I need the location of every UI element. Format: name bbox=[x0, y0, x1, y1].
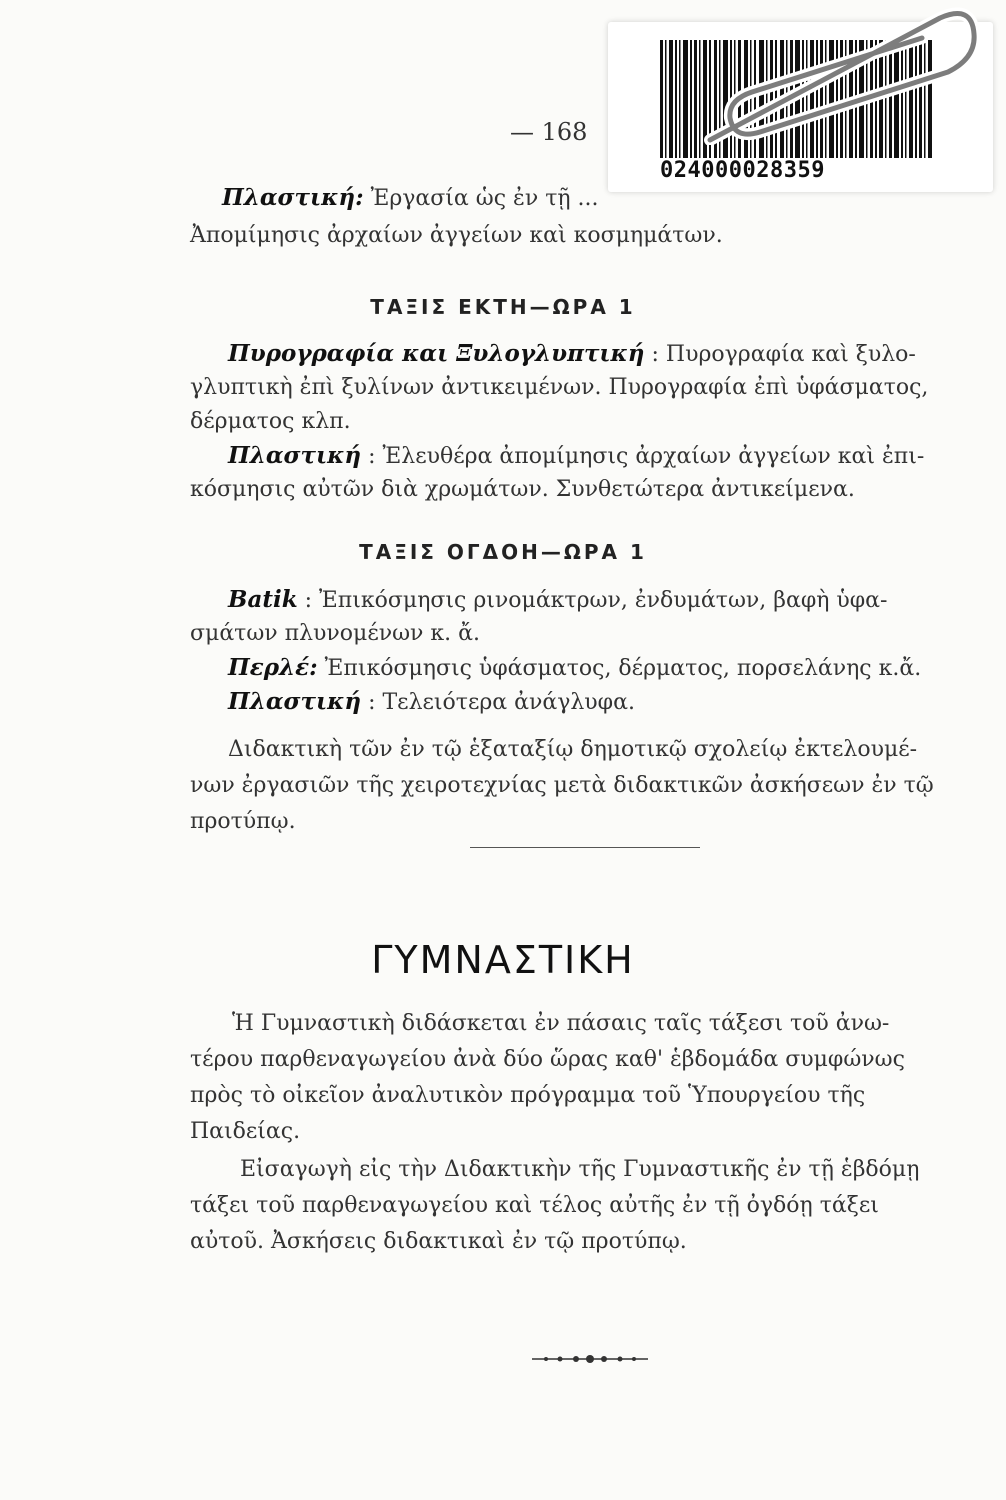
text-line: Διδακτικὴ τῶν ἐν τῷ ἑξαταξίῳ δημοτικῷ σχολείῳ ἐκτελουμέ- bbox=[228, 737, 918, 762]
text-line: Εἰσαγωγὴ εἰς τὴν Διδακτικὴν τῆς Γυμναστικῆς ἐν τῇ ἑβδόμῃ bbox=[240, 1157, 920, 1182]
term-plastiki: Πλαστική: bbox=[222, 184, 364, 211]
paragraph-plastiki-8 bbox=[228, 686, 635, 719]
text-line: : Πυρογραφία καὶ ξυλο- bbox=[644, 342, 916, 367]
paragraph-batik bbox=[228, 584, 887, 617]
text-line: γλυπτικὴ ἐπὶ ξυλίνων ἀντικειμένων. Πυρογραφία ἐπὶ ὑφάσματος, bbox=[190, 375, 929, 400]
page-title: ΓΥΜΝΑΣΤΙΚΗ bbox=[371, 938, 635, 982]
paragraph-plastiki-top bbox=[222, 182, 599, 215]
text-line: προτύπῳ. bbox=[190, 809, 296, 834]
section-heading-class-8: ΤΑΞΙΣ ΟΓΔΟΗ—ΩΡΑ 1 bbox=[359, 540, 647, 564]
page-number: — 168 bbox=[510, 118, 588, 146]
ornament-divider bbox=[530, 1352, 650, 1366]
text-line: δέρματος κλπ. bbox=[190, 409, 351, 434]
term-plastiki: Πλαστική bbox=[228, 688, 362, 715]
text-line: σμάτων πλυνομένων κ. ἄ. bbox=[190, 621, 481, 646]
text-line: : Ἐπικόσμησις ρινομάκτρων, ἐνδυμάτων, βαφὴ ὑφα- bbox=[297, 588, 888, 613]
term-pyrografia: Πυρογραφία και Ξυλογλυπτική bbox=[228, 340, 645, 367]
text-line: : Ἐλευθέρα ἀπομίμησις ἀρχαίων ἀγγείων καὶ ἐπι- bbox=[361, 444, 925, 469]
paragraph-plastiki-6 bbox=[228, 440, 924, 473]
paper-clip-icon bbox=[690, 0, 980, 145]
section-heading-class-6: ΤΑΞΙΣ ΕΚΤΗ—ΩΡΑ 1 bbox=[370, 295, 636, 319]
paragraph-perle bbox=[228, 652, 921, 685]
term-plastiki: Πλαστική bbox=[228, 442, 362, 469]
term-perle: Περλέ: bbox=[228, 654, 318, 681]
text-line: πρὸς τὸ οἰκεῖον ἀναλυτικὸν πρόγραμμα τοῦ Ὑπουργείου τῆς bbox=[190, 1083, 866, 1108]
text-line: Παιδείας. bbox=[190, 1119, 301, 1144]
text-line: νων ἐργασιῶν τῆς χειροτεχνίας μετὰ διδακτικῶν ἀσκήσεων ἐν τῷ bbox=[190, 773, 934, 798]
barcode-number: 024000028359 bbox=[660, 158, 825, 183]
paragraph-pyrografia bbox=[228, 338, 916, 371]
term-batik: Batik bbox=[228, 586, 298, 613]
text-line: αὐτοῦ. Ἀσκήσεις διδακτικαὶ ἐν τῷ προτύπῳ. bbox=[190, 1229, 687, 1254]
text-line: κόσμησις αὐτῶν διὰ χρωμάτων. Συνθετώτερα ἀντικείμενα. bbox=[190, 477, 855, 502]
text-line: Ἐπικόσμησις ὑφάσματος, δέρματος, πορσελάνης κ.ἄ. bbox=[317, 656, 922, 681]
divider bbox=[470, 847, 700, 848]
text-line: τάξει τοῦ παρθεναγωγείου καὶ τέλος αὐτῆς ἐν τῇ ὀγδόῃ τάξει bbox=[190, 1193, 879, 1218]
text-line: : Τελειότερα ἀνάγλυφα. bbox=[361, 690, 635, 715]
text-line: τέρου παρθεναγωγείου ἀνὰ δύο ὥρας καθ' ἑβδομάδα συμφώνως bbox=[190, 1047, 905, 1072]
text-line: Ἀπομίμησις ἀρχαίων ἀγγείων καὶ κοσμημάτων. bbox=[190, 223, 723, 248]
text-line: Ἐργασία ὡς ἐν τῇ ... bbox=[363, 186, 599, 211]
text-line: Ἡ Γυμναστικὴ διδάσκεται ἐν πάσαις ταῖς τάξεσι τοῦ ἀνω- bbox=[232, 1011, 890, 1036]
